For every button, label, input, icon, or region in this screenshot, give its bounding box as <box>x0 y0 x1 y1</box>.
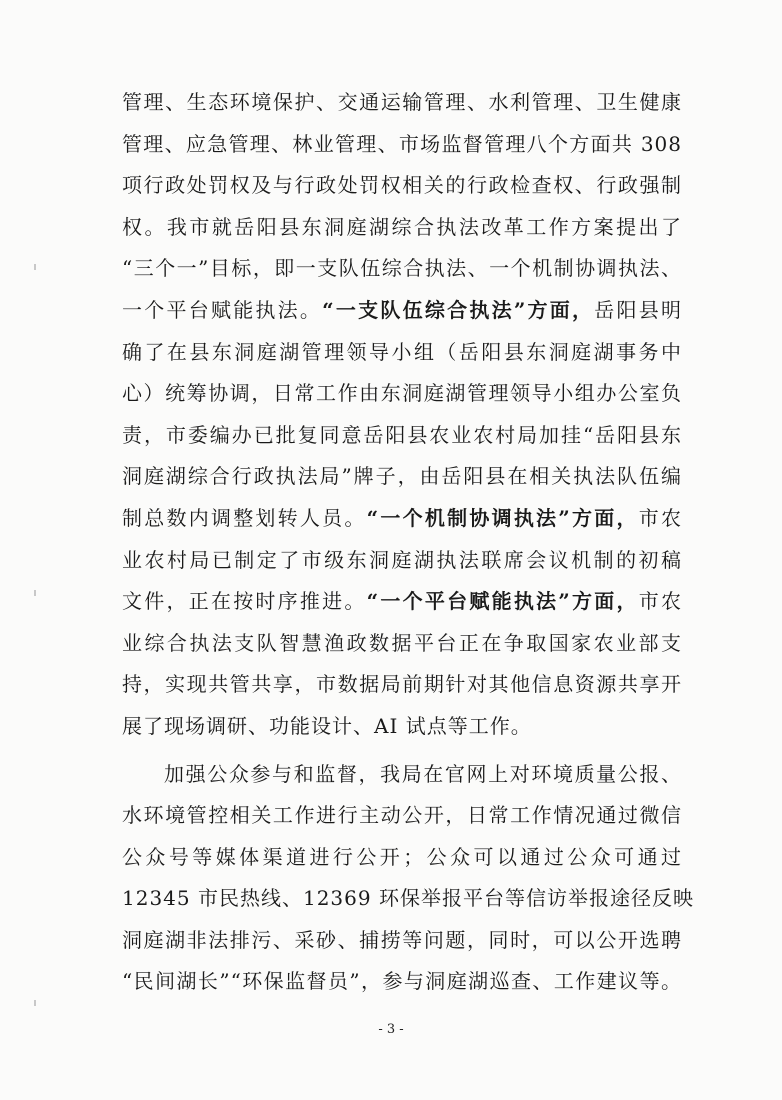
text-line <box>122 290 682 332</box>
text-line: 确了在县东洞庭湖管理领导小组（岳阳县东洞庭湖事务中 <box>122 339 682 364</box>
text-line: 公众号等媒体渠道进行公开；公众可以通过公众可通过 <box>122 844 682 869</box>
paragraph-2 <box>122 754 694 1004</box>
scan-mark-middle <box>34 590 36 596</box>
text-run: 市农 <box>638 589 683 614</box>
text-line: “三个一”目标，即一支队伍综合执法、一个机制协调执法、 <box>122 256 682 281</box>
text-run: 文件，正在按时序推进。 <box>122 589 367 614</box>
text-line: 心）统筹协调，日常工作由东洞庭湖管理领导小组办公室负 <box>122 381 682 406</box>
text-line: 业综合执法支队智慧渔政数据平台正在争取国家农业部支 <box>122 630 682 655</box>
text-run: 一个平台赋能执法。 <box>122 297 323 322</box>
text-line <box>122 581 682 623</box>
page-number: - 3 - <box>378 1022 404 1037</box>
text-line: 管理、应急管理、林业管理、市场监督管理八个方面共 308 <box>122 131 682 156</box>
body-text <box>122 82 694 1003</box>
text-line <box>122 498 682 540</box>
text-line: 展了现场调研、功能设计、AI 试点等工作。 <box>122 713 532 738</box>
text-line: 加强公众参与和监督，我局在官网上对环境质量公报、 <box>164 761 682 786</box>
scan-mark-top <box>34 264 36 270</box>
text-line: 洞庭湖非法排污、采砂、捕捞等问题，同时，可以公开选聘 <box>122 927 682 952</box>
bold-heading-platform: “一个平台赋能执法”方面， <box>366 589 639 614</box>
text-line: 洞庭湖综合行政执法局”牌子，由岳阳县在相关执法队伍编 <box>122 464 682 489</box>
bold-heading-mechanism: “一个机制协调执法”方面， <box>366 505 639 530</box>
paragraph-1 <box>122 82 682 748</box>
bold-heading-team: “一支队伍综合执法”方面， <box>322 297 595 322</box>
text-line: “民间湖长”“环保监督员”，参与洞庭湖巡查、工作建议等。 <box>122 969 682 994</box>
text-line: 权。我市就岳阳县东洞庭湖综合执法改革工作方案提出了 <box>122 214 682 239</box>
text-line: 管理、生态环境保护、交通运输管理、水利管理、卫生健康 <box>122 90 682 114</box>
text-line: 持，实现共管共享，市数据局前期针对其他信息资源共享开 <box>122 672 682 697</box>
scan-mark-bottom <box>34 1000 36 1006</box>
text-line: 责，市委编办已批复同意岳阳县农业农村局加挂“岳阳县东 <box>122 422 682 447</box>
text-line: 12345 市民热线、12369 环保举报平台等信访举报途径反映 <box>122 886 694 911</box>
text-line: 水环境管控相关工作进行主动公开，日常工作情况通过微信 <box>122 803 682 828</box>
text-line: 项行政处罚权及与行政处罚权相关的行政检查权、行政强制 <box>122 173 682 198</box>
text-run: 制总数内调整划转人员。 <box>122 505 367 530</box>
text-run: 岳阳县明 <box>594 297 682 322</box>
text-run: 市农 <box>638 505 683 530</box>
text-line: 业农村局已制定了市级东洞庭湖执法联席会议机制的初稿 <box>122 547 682 572</box>
